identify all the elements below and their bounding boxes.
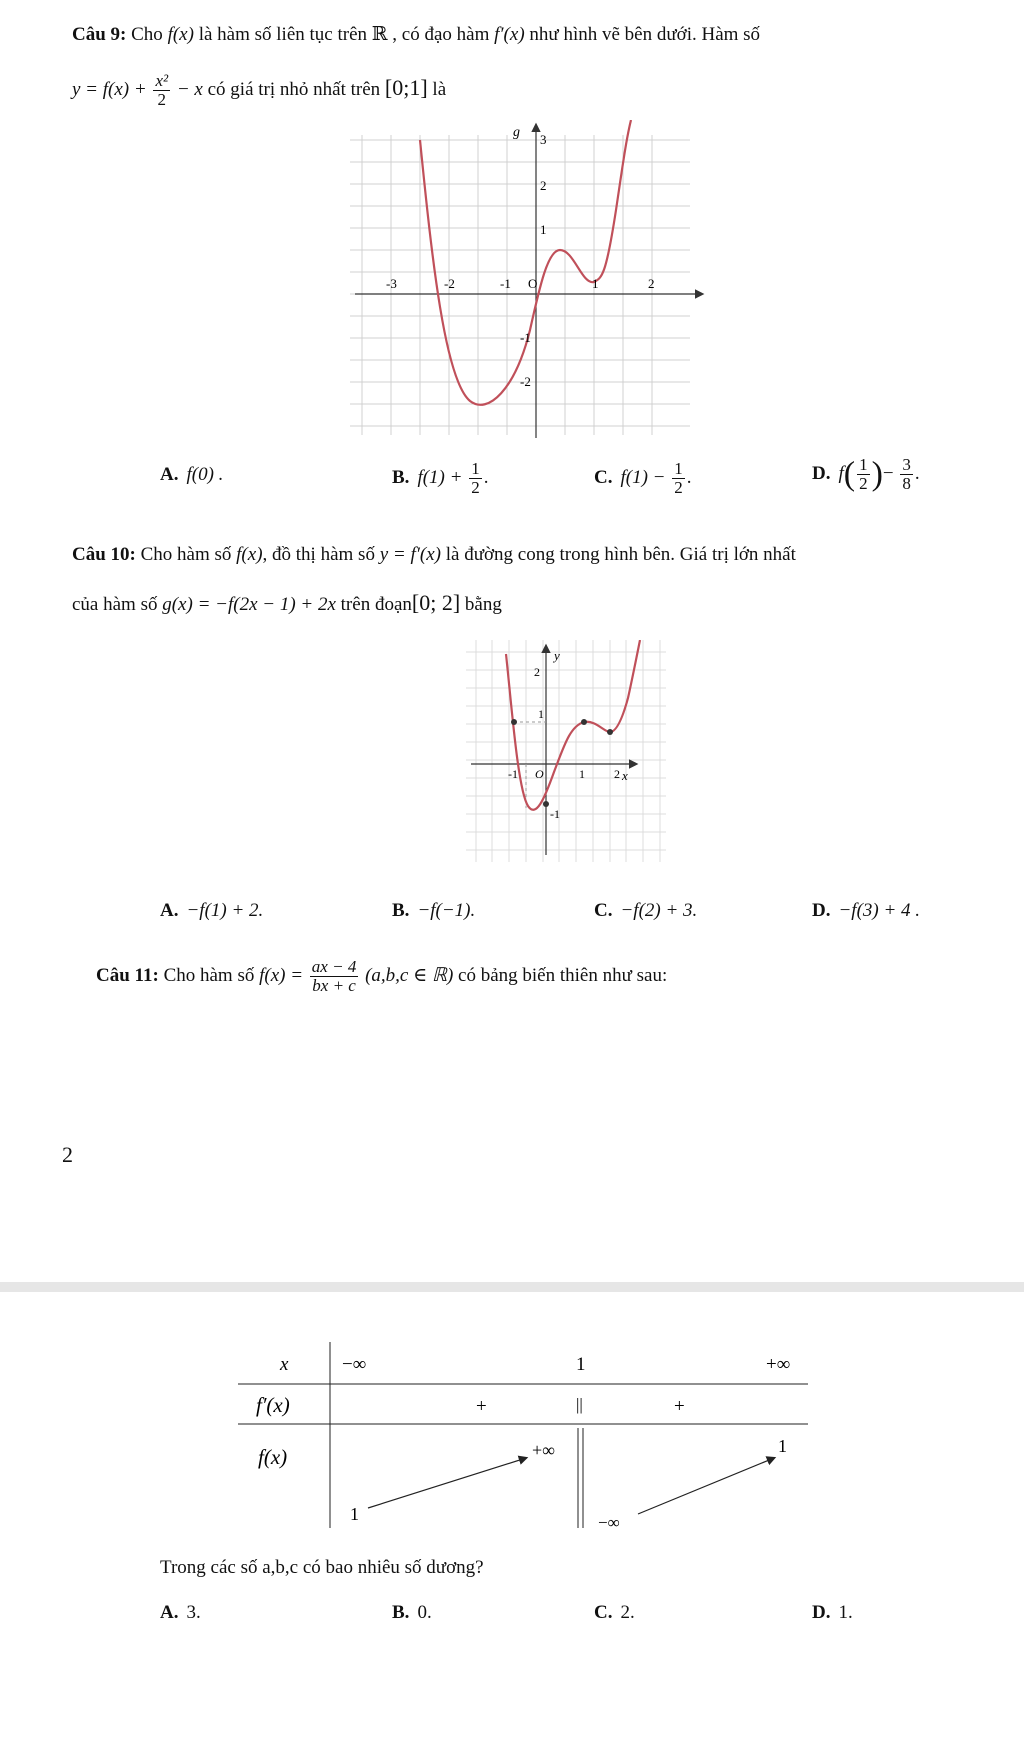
q10-graph	[466, 640, 666, 862]
q10-option-a-text: −f(1) + 2.	[186, 900, 264, 921]
q9-line2	[72, 72, 446, 109]
q9-frac-den: 2	[157, 90, 167, 109]
q9-tick: 2	[648, 276, 655, 291]
q9-grid	[350, 135, 690, 435]
q10-grid	[466, 640, 666, 862]
q9-option-d-label: D.	[812, 462, 831, 484]
q9-text1: Cho	[131, 24, 163, 45]
q9-option-a[interactable]	[160, 462, 223, 488]
q10-line2	[72, 590, 502, 618]
q9-option-d-iden: 2	[859, 474, 868, 493]
q9-interval: [0;1]	[384, 74, 428, 100]
q10-option-a-label: A.	[160, 900, 179, 921]
q10-point	[581, 719, 587, 725]
q10-ylabel: y	[554, 648, 560, 663]
q9-option-d-mid: −	[882, 462, 894, 484]
q10-point	[607, 729, 613, 735]
q9-option-c-post: .	[686, 466, 692, 488]
q9-tick: 1	[592, 276, 599, 291]
q11-option-d-label: D.	[812, 1602, 831, 1623]
q9-tick: -2	[520, 374, 531, 389]
table-arrow-up	[368, 1458, 526, 1508]
q9-option-d-pre: f	[838, 462, 844, 484]
q9-option-c-frac	[672, 460, 685, 497]
q11-line1	[96, 958, 667, 995]
q11-option-d-text: 1.	[838, 1602, 853, 1623]
q11-option-d[interactable]	[812, 1600, 853, 1626]
q10-xlabel: x	[622, 768, 628, 783]
q9-option-d-num: 3	[902, 455, 911, 474]
page-number: 2	[62, 1142, 73, 1167]
q10-text1: Cho hàm số	[140, 544, 232, 565]
q11-option-b-label: B.	[392, 1602, 410, 1623]
q9-fx: f(x)	[167, 24, 194, 45]
q9-frac-num: x²	[155, 71, 169, 90]
q10-text2: , đồ thị hàm số	[262, 544, 375, 565]
q10-option-b-label: B.	[392, 900, 410, 921]
table-x-value: 1	[576, 1354, 586, 1375]
q10-option-b[interactable]	[392, 898, 475, 924]
q11-question	[160, 1555, 484, 1581]
q11-text1: Cho hàm số	[163, 964, 255, 986]
q10-text4: của hàm số	[72, 594, 158, 615]
table-x-value: −∞	[342, 1354, 367, 1375]
q10-tick: -1	[508, 767, 518, 781]
q9-y-eq: y = f(x) +	[72, 78, 147, 100]
q9-label: Câu 9:	[72, 24, 127, 45]
q9-text3: như hình vẽ bên dưới. Hàm số	[529, 24, 761, 45]
q10-point	[543, 801, 549, 807]
q9-option-b[interactable]	[392, 460, 488, 497]
table-f-value: −∞	[598, 1513, 620, 1532]
page-separator	[0, 1282, 1024, 1292]
q9-option-b-frac	[469, 460, 482, 497]
q11-frac-den: bx + c	[312, 976, 356, 995]
q9-tick: -1	[500, 276, 511, 291]
q11-option-a-text: 3.	[186, 1602, 201, 1623]
q9-option-c-pre: f(1) −	[620, 466, 666, 488]
q9-tick: 1	[540, 222, 547, 237]
q9-option-b-post: .	[483, 466, 489, 488]
q9-tick: 3	[540, 132, 547, 147]
q9-option-d-inum: 1	[859, 455, 868, 474]
q9-frac	[153, 72, 170, 109]
q9-option-b-den: 2	[471, 478, 480, 497]
q9-option-d-post: .	[914, 462, 920, 484]
q10-tick: 1	[538, 707, 544, 721]
q9-option-c-num: 1	[674, 459, 683, 478]
q10-option-c[interactable]	[594, 898, 697, 924]
q9-option-d-frac	[900, 456, 913, 493]
q11-question-text: Trong các số a,b,c có bao nhiêu số dương?	[160, 1557, 484, 1578]
q11-option-c-text: 2.	[620, 1602, 635, 1623]
q10-option-d-label: D.	[812, 900, 831, 921]
q11-option-b[interactable]	[392, 1600, 432, 1626]
table-header-fp: f′(x)	[256, 1393, 290, 1417]
q10-tick: 1	[579, 767, 585, 781]
q9-text4: có giá trị nhỏ nhất trên	[207, 78, 381, 100]
q10-text5: trên đoạn	[340, 594, 412, 615]
q10-gx: g(x) = −f(2x − 1) + 2x	[162, 594, 336, 615]
q10-option-a[interactable]	[160, 898, 263, 924]
table-sign: +	[476, 1396, 487, 1417]
q11-frac	[310, 958, 359, 995]
q10-option-d[interactable]	[812, 898, 920, 924]
q11-cond: (a,b,c ∈ ℝ)	[365, 964, 454, 986]
table-f-value: 1	[350, 1504, 359, 1524]
q9-option-a-text: f(0) .	[186, 464, 224, 485]
q10-option-c-text: −f(2) + 3.	[620, 900, 698, 921]
q9-option-c-den: 2	[674, 478, 683, 497]
q11-option-c-label: C.	[594, 1602, 613, 1623]
q9-tick: 2	[540, 178, 547, 193]
q10-point	[511, 719, 517, 725]
table-header-x: x	[280, 1354, 289, 1375]
q9-option-c-label: C.	[594, 466, 613, 488]
q10-option-d-text: −f(3) + 4 .	[838, 900, 921, 921]
q11-option-a-label: A.	[160, 1602, 179, 1623]
q10-text3: là đường cong trong hình bên. Giá trị lớn nhất	[445, 544, 796, 565]
q9-option-d-den: 8	[902, 474, 911, 493]
q10-tick: O	[535, 767, 544, 781]
q10-fx: f(x)	[236, 544, 263, 565]
q9-tick: O	[528, 276, 538, 291]
table-f-value: +∞	[532, 1440, 555, 1460]
q10-tick: 2	[534, 665, 540, 679]
q11-option-a[interactable]	[160, 1600, 201, 1626]
table-sign: +	[674, 1396, 685, 1417]
q11-label: Câu 11:	[96, 964, 159, 986]
q11-variation-table	[238, 1328, 818, 1538]
q9-option-d[interactable]: D. f( $\frac{1}{2}$ )− $\frac{3}{8}$ .	[812, 455, 920, 493]
q9-ylabel: g	[513, 125, 520, 140]
q9-graph	[350, 120, 710, 440]
q10-tick: 2	[614, 767, 620, 781]
q9-option-b-num: 1	[471, 459, 480, 478]
table-header-f: f(x)	[258, 1445, 288, 1469]
table-arrow-up	[638, 1458, 774, 1514]
q9-option-a-label: A.	[160, 464, 179, 485]
q10-yfx: y = f′(x)	[379, 544, 441, 565]
q9-tick: -3	[386, 276, 397, 291]
q10-text6: bằng	[464, 594, 502, 615]
q9-tick: -1	[520, 330, 531, 345]
q9-option-d-inner-frac	[857, 456, 870, 493]
q10-interval: [0; 2]	[411, 590, 461, 615]
q9-curve	[420, 120, 631, 405]
q11-fx: f(x) =	[259, 964, 304, 986]
q9-text5: là	[432, 78, 447, 100]
q9-tick: -2	[444, 276, 455, 291]
q9-option-c[interactable]	[594, 460, 692, 497]
q10-line1	[72, 542, 796, 568]
q9-minus-x: − x	[176, 78, 203, 100]
q9-option-b-label: B.	[392, 466, 410, 488]
q9-option-b-pre: f(1) +	[417, 466, 463, 488]
q10-option-c-label: C.	[594, 900, 613, 921]
q9-line1	[72, 22, 760, 48]
q10-tick: -1	[550, 807, 560, 821]
q11-option-c[interactable]	[594, 1600, 635, 1626]
q11-frac-num: ax − 4	[311, 957, 357, 976]
q10-option-b-text: −f(−1).	[417, 900, 476, 921]
table-sign: ||	[576, 1395, 583, 1414]
table-f-value: 1	[778, 1436, 787, 1456]
q9-fpx: f′(x)	[494, 24, 525, 45]
q9-text2: là hàm số liên tục trên ℝ , có đạo hàm	[198, 24, 490, 45]
table-x-value: +∞	[766, 1354, 791, 1375]
q11-option-b-text: 0.	[417, 1602, 432, 1623]
q11-text2: có bảng biến thiên như sau:	[458, 964, 668, 986]
q10-label: Câu 10:	[72, 544, 136, 565]
